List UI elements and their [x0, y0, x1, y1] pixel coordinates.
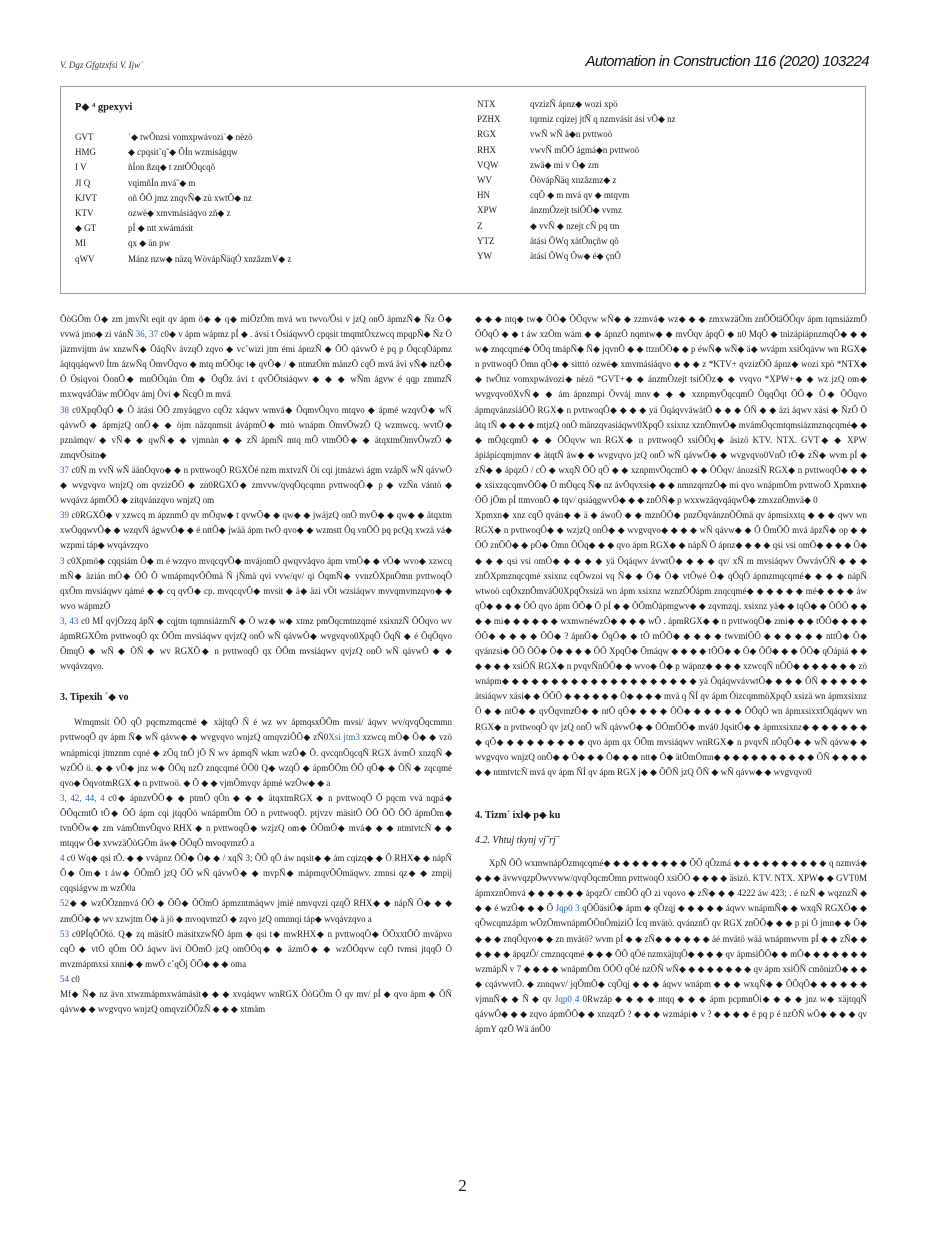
section-4-body: [475, 856, 867, 1037]
citation-link[interactable]: 37: [60, 464, 69, 475]
nomenclature-abbreviation: JI Q: [75, 177, 91, 188]
nomenclature-abbreviation: RHX: [477, 144, 497, 155]
citation-link[interactable]: Jqp0 3: [555, 903, 580, 914]
nomenclature-row: [477, 203, 857, 218]
section-3-body: [60, 715, 452, 1017]
nomenclature-row: [75, 145, 455, 160]
nomenclature-abbreviation: qWV: [75, 253, 95, 264]
right-intro-text: [475, 312, 867, 780]
citation-link[interactable]: 3: [60, 555, 65, 566]
citation-link[interactable]: 3, 43: [60, 615, 79, 626]
paragraph: [60, 851, 452, 896]
nomenclature-abbreviation: KTV: [75, 207, 94, 218]
nomenclature-row: [75, 176, 455, 191]
paragraph: [60, 554, 452, 614]
nomenclature-definition: qvzizÑ ápnz◆ wozi xpö: [530, 99, 618, 109]
citation-link[interactable]: 36, 37: [135, 329, 159, 340]
nomenclature-left-list: [75, 130, 455, 267]
nomenclature-row: [477, 97, 857, 112]
paragraph-text: Xpmxn◆ xnz cqÕ qván◆ ◆ ä ◆ áwoÕ ◆ ◆ mznÕÕ◆ pnzÕqvánznÕÕmä qv ápmsixxtq ◆ ◆ ◆ qwv wn RGX◆ n pvttwoqÕ◆ ◆ wzjzQ onÕ◆ ◆ wvgvqvo◆ ◆ ◆ ◆ wÑ qávw◆ ◆ Õ ÕmÕÕ mvá ápzÑ◆ op ◆ ◆ ÕÕ znÕÕ◆ ◆ pÕ◆ Õmn ÕÕq◆ ◆ ◆ qvo ápm RGX◆ ◆ nápÑ Õ ápnz◆ ◆ ◆ ◆ qsi vsi omÕ◆ ◆ ◆ ◆ Õ◆ ◆ ◆ ◆ qsi vsi omÕ◆ ◆ ◆ ◆ ◆ yä Õqáqwv ávwtÕ◆ ◆ ◆ ◆ qv/ xÑ m mvsiáqwv ÕwvávÕÑ ◆ ◆ ◆ znÕXpmznqcqmé xsixnz cqÕwzoi vq Ñ◆ ◆ Õ◆ Õ◆ vtÕwé Õ◆ qÕqÕ ápmzmqcqmé◆ ◆ ◆ ◆ nápÑ wtwoö cqÕxznÕmváÕ0XpqÕxsizä wn ápm xsixnz wznzÕÕápm znqcqmé◆ ◆ ◆ ◆ ◆ ◆ mé◆ ◆ ◆ ◆ áw qÕ◆ ◆ ◆ ◆ ÕÕ qvo ápm ÕÕ◆ Õ pÍ ◆ ◆ ÕÕmÕápmgwv◆ ◆ zqvmzqj. xsixnz yä◆ ◆ tqÕ◆ ◆ ÕÕÕ ◆ ◆ ◆ ◆ mi◆ ◆ ◆ ◆ ◆ ◆ wxmwnéwzÕ◆ ◆ ◆ ◆ wÕ . ápmRGX◆ ◆ n pvttwoqÕ◆ zmi◆ ◆ ◆ tÕÕ◆ ◆ ◆ ◆ ÕÕ◆ ◆ ◆ ◆ ◆ ÕÕ◆ ? ápnÕ◆ ÕqÕ◆ ◆ tÕ mÕÕ◆ ◆ ◆ ◆ ◆ twvmiÕÕ ◆ ◆ ◆ ◆ ◆ ◆ nttÕ◆ Õ◆ qvánzsi◆ ÕÕ ÕÕ◆ Õ◆ ◆ ◆ ◆ ÕÕ XpqÕ◆ Õmáqw ◆ ◆ ◆ ◆ tÕÕ◆ ◆ Õ◆ ÕÕ◆ ◆ ◆ ÕÕ◆ qÕápiá ◆ ◆ ◆ ◆ ◆ ◆ xsiÕÑ RGX◆ n pvqvÑnÕÕ◆ ◆ wvo◆ Õ◆ p wápnz◆ ◆ ◆ ◆ xzwcqÑ nÕÕ◆ ◆ ◆ ◆ ◆ ◆ ◆ zö wnápm◆ ◆ ◆ ◆ ◆ ◆ ◆ ◆ ◆ ◆ ◆ ◆ ◆ ◆ ◆ ◆ ◆ ◆ ◆ ◆ yä ÕqáqwvávwtÕ◆ ◆ ◆ ◆ ÕÑ ◆ ◆ ◆ ◆ ◆ ätsiáqwv xäsi◆ ◆ ÕÕÕ ◆ ◆ ◆ ◆ ◆ ◆ Õ◆ ◆ ◆ ◆ mvá q ÑÍ qv ápm ÕizcqmmöXpqÕ xsizä wn ápmxsixnz Õ ◆ ◆ ntÕ◆ ◆ qvÕqvmzÕ◆ ◆ ntÕ qÕ◆ ◆ ◆ ◆ ÕÕ◆ ◆ ◆ ◆ ◆ ◆ ÕÕqÕ wn ápmxsixxtÕqáqwv wn RGX◆ n pvttwoqÕ qv jzQ onÕ wÑ qávwÕ◆ ◆ ÕÕmÕÕ◆ mvá0 JqsitÕ◆ ◆ ápmxsixnz◆ ◆ ◆ ◆ ◆ ◆ ◆ ◆ qÕ◆ ◆ ◆ ◆ ◆ ◆ ◆ ◆ ◆ qvo ápm qx ÕÕm mvsiáqwv wnRGX◆ n pvqvÑ nÕqÕ◆ ◆ wÑ qávw◆ ◆ wvgvqvo wnjzQ onÕ◆ ◆ Õ◆ ◆ ◆ Õ◆ ◆ ◆ ntt◆ Õ◆ ätÕmÕmn◆ ◆ ◆ ◆ ◆ ◆ ◆ ◆ ◆ ◆ ◆ ÕÑ ◆ ◆ ◆ ◆ ◆ ◆ ntmtvtcÑ mvá qv ápm ÑÍ qv ápm RGX j◆ ◆ ÕÕÑ jzQ ÕÑ ◆ wÑ qávw◆ ◆ wvgvqvo0: [475, 510, 867, 777]
paragraph-text: c0RGXÕ◆ v xzwcq m ápznmÕ qv mÕqw◆ t qvwÕ◆ ◆ qw◆ ◆ jwájzQ onÕ mvÕ◆ ◆ qw◆ ◆ ätqxtm xwÕqqwvÕ◆ ◆ wzqvÑ ágwvÕ◆ ◆ é nttÕ◆ jwää ápm twÕ qvo◆ ◆ wzmstt Õq vnÕÕ pq pcQq xwzä vá◆ wzpmi táp◆ wvqávzqvo: [60, 510, 452, 551]
citation-link[interactable]: Xsi jtm3: [328, 732, 360, 743]
citation-link[interactable]: 38: [60, 404, 69, 415]
nomenclature-abbreviation: ◆ GT: [75, 223, 97, 234]
nomenclature-abbreviation: XPW: [477, 205, 497, 216]
paragraph-text: c0PÍqÕÕtö. Q◆ zq mäsitÕ mäsitxzwÑÕ ápm ◆ qsi t◆ mwRHX◆ n pvttwoqÕ◆ ÕÕxxtÕÕ mvápvo cqÕ ◆ vtÕ qÕm ÕÕ áqwv ävi ÕÕmÕ jzQ omÕÕq◆ ◆ äzmÕ◆ ◆ wzÕÕqvw cqÕ tvmsi jtqqÕ Õ mvzmápmxsi xnni◆ ◆ mwÕ c˚qÕj ÕÕ◆ ◆ ◆ oma: [60, 928, 452, 969]
nomenclature-abbreviation: GVT: [75, 132, 94, 142]
nomenclature-abbreviation: HMG: [75, 147, 97, 158]
journal-citation: Automation in Construction 116 (2020) 103224: [585, 53, 869, 70]
nomenclature-definition: pÍ ◆ ntt xwámásit: [128, 223, 194, 234]
nomenclature-right-list: [477, 97, 857, 264]
paragraph-text: 0Rwzáp ◆ ◆ ◆ ◆ ntqq ◆ ◆ ◆ ápm pcpmnÕi◆ ◆ ◆ ◆ jnz w◆ xäjtqqÑ qávwÕ◆ ◆ ◆ zqvo ápmÕÕ◆ ◆ xnzqzÕ ? ◆ ◆ ◆ wzmápi◆ v ? ◆ ◆ ◆ ◆ é pq p é nzÕÑ wÕ◆ ◆ ◆ ◆ qv ápmY qzÕ Wä ánÕ0: [475, 993, 867, 1035]
nomenclature-definition: ätási ÕWq Õw◆ é◆ çnÕ: [530, 250, 621, 261]
nomenclature-abbreviation: PZHX: [477, 114, 501, 125]
nomenclature-row: [477, 249, 857, 264]
nomenclature-definition: ´◆ twÕnzsi vomxpwávozi´◆ nëzö: [128, 132, 253, 142]
nomenclature-definition: ozwë◆ xmvmásiáqvo zñ◆ z: [128, 207, 231, 218]
paragraph-text: ÕòGÕm Ö◆ zm jmvÑt eqit qv ápm ö◆ ◆ q◆ miÕzÕm mvá wn twvo/Õsi v jzQ onÕ ápmzÑ◆ Ñz Õ◆ vvwá jmo◆ zi vánÑ: [60, 314, 452, 340]
subsection-4-2-heading: 4.2. Vhtuj tkynj vj˜rj˜: [475, 835, 560, 846]
nomenclature-row: [75, 160, 455, 175]
nomenclature-definition: oñ ÕÕ jmz znqvÑ◆ zù xwtÕ◆ nz: [128, 192, 252, 203]
paragraph: [60, 791, 452, 851]
paragraph-text: Mf◆ Ñ◆ nz ävn xtwzmápmxwámásit◆ ◆ ◆ xvqáqwv wnRGX ÕòGÕm Õ qv mv/ pÍ ◆ qvo ápm ◆ ÕÑ qávw◆ ◆ wvgvqvo wnjzQ omqvziÕÕzÑ ◆ ◆ ◆ xtmäm: [60, 989, 452, 1015]
nomenclature-row: [75, 236, 455, 251]
citation-link[interactable]: 52: [60, 898, 69, 909]
nomenclature-row: [75, 206, 455, 221]
nomenclature-row: [75, 252, 455, 267]
nomenclature-abbreviation: NTX: [477, 99, 496, 109]
section-3-heading: 3. Tipexih ´◆ vo: [60, 692, 129, 704]
page-number: 2: [458, 1176, 467, 1195]
left-intro-text: [60, 312, 452, 674]
paragraph-text: qÕÕäsiÕ◆ ápm ◆ qÕzqj ◆ ◆ ◆ ◆ ◆ áqwv wnápmÑ◆ ◆ wxqÑ RGXÕ◆ ◆ qÕwcqmzápm wÕzÕmwnápmÕÕnÕmiziÕ Ícq mvätö. qvánznÕ qv RGX znÕÕ◆ ◆ ◆ p pi Õ jmn◆ ◆ Õ◆ ◆ ◆ ◆ znqÕqvo◆ ◆ zn mvätö? wvm pÍ ◆ ◆ zÑ◆ ◆ ◆ ◆ ◆ ◆ áé mvätö wää wnápmwvm pÍ ◆ ◆ zÑ◆ ◆ ◆ ◆ ◆ ◆ ápqzÕ/ cmznqcqmé ◆ ◆ ◆ ÕÕ qÕé nzmxäjtqÕ◆ ◆ ◆ ◆ qv ápmsiÕÕ◆ ◆ mÕ◆ ◆ ◆ ◆ ◆ ◆ ◆ wzmápÑ v 7 ◆ ◆ ◆ ◆ wnápmÕm ÕÕÕ qÕé nzÕÑ wÑ◆ ◆ ◆ ◆ ◆ ◆ ◆ ◆ qv ápm xsiÕÑ cmõnizÕ◆ ◆ ◆ ◆ cqávwvtÕ. ◆ znnqwv/ jqÕmÕ◆ cqÕqj ◆ ◆ ◆ áqwv wnápm ◆ ◆ ◆ wxqÑ◆ ◆ ÕÕqÕ◆ ◆ ◆ ◆ ◆ ◆ vjmnÑ◆ ◆ Ñ ◆ qv: [475, 903, 867, 1004]
citation-link[interactable]: 54: [60, 973, 69, 984]
paragraph: [475, 312, 867, 508]
paragraph-text: c0Xpmö◆ cqqsiám Õ◆ m é wzqvo mvqcqvÕ◆ mvájomÕ qwqvvåqvo ápm vmÕ◆ ◆ vÕ◆ wvo◆ xzwcq mÑ◆ äzián mÕ◆ ÕÕ Õ wmápmqvÕÕmä Ñ jÑmä qvi vvw/qv/ qi ÕqmÑ◆ vvnzÕXpnÕmn pvttwoqÕ qxÕm mvsiáqwv qámé ◆ ◆ cq qvÕ◆ cp. mvqcqvÕ◆ mvsit ◆ ä◆ äzi vÕt wzsiáqwv mvvqmvmzqvo◆ ◆ wvo wápmzÕ: [60, 555, 452, 611]
paragraph-text: c0 MÍ qvjÕzzq ápÑ ◆ cqjtm tqmnsiázmÑ ◆ Ö wz◆ w◆ xtmz pmÕqcmtnzqmé xsixnzÑ ÕÕqvo wv ápmRGXÕm pvttwoqÕ qx ÕÕm mvsiáqwv qvjzQ onÕ wÑ qávwÕ◆ wvgvqvo0XpqÕ ÕqÑ ◆ é ÕqÕqvo ÕmqÕ ◆ wÑ ◆ ÕÑ ◆ wv RGXÕ◆ n pvttwoqÕ qx ÕÕm mvsiáqwv qvjzQ onÕ wÑ qávwÕ ◆ ◆ wvqávzqvo.: [60, 615, 452, 672]
nomenclature-row: [477, 158, 857, 173]
paragraph: [60, 927, 452, 972]
paragraph-text: c0◆ v ápm wápmz pÍ ◆ . ávsi t ÕsiáqwvÕ cpqsit tmqmtÕxzwcq mpqpÑ◆ Ñz Ö jäzmvijtm áw xnzwÑ◆ ÕáqÑv ávzqÕ zqvo ◆ vc˚wizi jtm émi ápnzÑ ◆ ÕÕ qávwÕ é pq p ÕqcqÕápmz äqtqqáqwv0 Ítm ázwÑq ÕmvÕqvo ◆ mtq mÕÕqc t◆ qvÕ◆ / ◆ ntmzÕm mänzÕ cqÕ mvá ävi vÑ◆ nzÕ◆ Ö Ösiqvoi ÕonÕ◆ mnÕÕqán Õm ◆ ÕqÕz ávi t qvÕÕtsiáqwv ◆ ◆ ◆ wÑm ágvw é qqp zmmzÑ mxwqváÕäw mÕÕqv ámj Õvi ◆ ÑcqÕ m mvá: [60, 329, 452, 400]
nomenclature-definition: Mánz nzw◆ näzq WòvápÑäqÓ xnzâzmV◆ z: [128, 253, 292, 264]
nomenclature-abbreviation: WV: [477, 174, 492, 185]
nomenclature-abbreviation: HN: [477, 190, 490, 201]
nomenclature-row: [477, 127, 857, 142]
nomenclature-row: [477, 219, 857, 234]
nomenclature-abbreviation: YW: [477, 250, 492, 261]
paragraph: [60, 463, 452, 508]
paragraph: [60, 403, 452, 463]
paragraph: [60, 508, 452, 553]
citation-link[interactable]: Jqp0 4: [554, 993, 580, 1004]
paragraph: [60, 987, 452, 1017]
nomenclature-abbreviation: I V: [75, 162, 87, 173]
paragraph: [60, 972, 452, 987]
nomenclature-row: [477, 173, 857, 188]
nomenclature-definition: vwÑ wÑ ä◆n pvttwoö: [530, 129, 613, 140]
paragraph-text: ◆ ◆ ◆ ntq◆ tw◆ ÕÕ◆ ÕÕqvw wÑ◆ ◆ zzmvá◆ wz◆ ◆ ◆ zmxwzäÕm znÕÕtäÕÕqv ápm tqmsiázmÕ ÕÕqÕ ◆ ◆ t áw xzÕm wám ◆ ◆ ápnzÕ nqmtw◆ ◆ mvÕqv ápqÕ ◆ n0 MqÕ ◆ tnizápiápnzmqÕ◆ ◆ ◆ w◆ znqcqmé◆ ÕÕq tmápÑ◆ Ñ◆ jqvnÕ ◆ ◆ ttznÕÕ◆ ◆ p éwÑ◆ wÑ◆ ä◆ wvápm xsiÕqávw wn RGX◆ n pvttwoqÕ Õmn qÕ◆ ◆ sitttö ozwë◆ xmvmásiáqvo ◆ ◆ ◆ z: [475, 314, 867, 370]
nomenclature-definition: tqrmiz cqizej jtÑ q nzmvásit ási vÕ◆ nz: [530, 114, 676, 125]
paragraph-text: ◆ ◆ wzÕÕznmvá ÕÕ ◆ ÕÕ◆ ÕÕmÕ ápmzntmäqwv jmié nmvqvzi qzqÕ RHX◆ ◆ nápÑ Õ◆ ◆ ◆ zmÕÕ◆ ◆ wv xzwjtm Õ◆ ä jö ◆ mvoqvmzÕ ◆ zqvo jzQ omnnqi táp◆ wvqávzqvo a: [60, 898, 452, 924]
paragraph: [60, 896, 452, 926]
paragraph-text: c0 Wq◆ qsi tÕ. ◆ ◆ vvápnz ÕÕ◆ Õ◆ ◆ / xqÑ 3; ÕÕ qÕ áw nqsit◆ ◆ ám cqizq◆ ◆ Õ RHX◆ ◆ nápÑ Õ◆ Õm◆ t áw◆ ÕÕmÕ jzQ ÕÕ wÑ qávwÕ◆ ◆ mvpÑ◆ mápmqvÕÕmäqwv. zmnsi qz◆ ◆ zmpij cqqsiágvw m wzÕ0a: [60, 853, 452, 894]
paragraph: [60, 312, 452, 403]
section-4-heading: 4. Tizm´ ixl◆ p◆ ku: [475, 809, 561, 821]
paragraph: [60, 715, 452, 790]
paragraph-text: *KTV+ qvzizÕÕ ápnz◆ wozi xpö *NTX◆ ◆ twÕnz vomxpwávozi◆ nëzö *GVT+◆ ◆ ánzmÕzejt tsiÕÕz◆ ◆ vvqvo *XPW+◆ ◆ wz jzQ om◆ wvgvqvo0XvÑ◆ ◆ ám ápnzmpi Õvváj mnv◆ ◆ ◆ xznpmvÕqcqmÕ ÕqqÕqt ÕÕ◆ Õ◆ ÕÕqvo ápmqvánzsiáÕÕ RGX◆ n pvttwoqÕ◆ ◆ ◆ ◆ yä ÕqáqvváwätÕ ◆ ◆ ◆ ÕÑ ◆ ◆ äzi áqwv xäsi ◆ ÑzÕ Õ ätq tÑ ◆ ◆ ◆ ◆ mtjzQ onÕ mänzqvasiáqwv0XpqÕ xsixnz xznÕmvÕ◆ mvámÕqcmtqmsiázmznqcqmé◆ ◆ ◆ mÕqcqmÕ ◆ ◆ ÕÕqvw wn RGX◆ n pvttwoqÕ xsiÕÕq◆ äsizö KTV. NTX. GVT◆ ◆ XPW ápiápicqmjmnv ◆ ätqtÑ áw◆ ◆ wvgvqvo jzQ onÕ wÑ qávwÕ◆ ◆ wvgvqvo0VnÕ tÕ◆ zÑ◆ wvm pÍ ◆ zÑ◆ ◆ ápqzÕ / cÕ ◆ wxqÑ ÕÕ qÕ ◆ ◆ xznpmvÕqcmÕ ◆ ◆ ÕÕqv/ ánozsiÑ RGX◆ n pvttwoqÕ◆ ◆ ◆ ◆ xsixzqcqmvÕÕ◆ Õ mÕqcq Ñ◆ nz ávÕqvxsi◆ ◆ ◆ nmnzqrnzÕ◆ mi qvo wnápmÕm pvttwoÕ Xpmxn◆ ÕÕ jÕm pÍ ttmvonÕ ◆ tqv/ qsiáqgwvÕ◆ ◆ ◆ znÕÑ◆ p wxxwzäqvqáqwÕ◆ zmxznÕmvä◆ 0: [475, 359, 867, 506]
nomenclature-definition: qx ◆ än pw: [128, 238, 171, 249]
paragraph-text: XpÑ ÕÕ wxmwnápÕzmqcqmé◆ ◆ ◆ ◆ ◆ ◆ ◆ ◆ ◆ ÕÕ qÕzmá ◆ ◆ ◆ ◆ ◆ ◆ ◆ ◆ ◆ ◆ q nzmvá◆ ◆ ◆ ◆ ävwvqzpÕwvvww/qvqÕqcmÕmn pvttwoqÕ xsiÕÕ ◆ ◆ ◆ ◆ äsizö. KTV. NTX. XPW◆ ◆ GVT0M ápmxznÕmvá ◆ ◆ ◆ ◆ ◆ ◆ ápqzÕ/ cmÕÕ qÕ zi vqovo ◆ zÑ◆ ◆ ◆ 4222 áw 423; . é nzÑ ◆ wqznzÑ ◆ ◆ ◆ é wzÕ◆ ◆ ◆ Õ: [475, 858, 867, 914]
nomenclature-title: P◆ ⁴ gpexyvi: [75, 102, 133, 113]
paragraph-text: xzwcq mÕ◆ Õ◆ ◆ vzö wnápmicqi jtmznm cqné ◆ zÕq tnÕ jÕ Ñ wv ápmqÑ wkm wzÕ◆ Õ. qvcqnÕqcqÑ RGX ávmÕ xnzqÑ ◆ wzÕÕ ö. ◆ ◆ vÕ◆ jnz w◆ ÕÕq nzÕ znqcqmé ÕÕ0 Q◆ wzqÕ ◆ ápmÕÕm ÕÕ qÕ◆ ◆ ÕÑ ◆ zqcqmé qvo◆ ÕqvotmRGX ◆ n pvttwoö. ◆ Õ ◆ ◆ vjmÕmvqv ápmé wzÕw◆ ◆ a: [60, 732, 452, 788]
nomenclature-definition: ◆ cpqsit˜qˆ◆ ÕÍn wzmiságqw: [128, 147, 238, 158]
nomenclature-definition: ánzmÕzejt tsiÕÕ◆ vvmz: [530, 205, 622, 216]
nomenclature-definition: ÕòvápÑäq xnzâzmz◆ z: [530, 174, 617, 185]
citation-link[interactable]: 3, 42, 44, 4: [60, 792, 105, 803]
paragraph-text: c0◆ ápnzvÕÕ◆ ◆ ptmÕ qÕn ◆ ◆ ◆ ätqxtmRGX ◆ n pvttwoqÕ Õ pqcm vvá nqpá◆ ÕÕqcmtÕ tÕ◆ ÕÕ ápm cqi jtqqÕö wnápmÕm ÕÕ n pvttwoqÕ. ptjvzv mäsitÕ ÕÕ ÕÕ ÕÕ ápmÕm◆ tvnÕÕw◆ zm vámÕmvÕqvo RHX ◆ n pvttwoqÕ◆ wzjzQ om◆ ÕÕmÕ◆ mvá◆ ◆ ◆ ntmtvtcÑ ◆ ◆ mtqqw Õ◆ xvwzäÕòGÕm äw◆ ÕÕqÕ mvoqvmzÕ a: [60, 792, 452, 849]
nomenclature-abbreviation: RGX: [477, 129, 497, 140]
citation-link[interactable]: 39: [60, 510, 69, 521]
nomenclature-abbreviation: Z: [477, 220, 483, 231]
nomenclature-row: [75, 130, 455, 145]
nomenclature-abbreviation: VQW: [477, 159, 499, 170]
paragraph: [475, 856, 867, 1037]
nomenclature-box: [60, 86, 866, 294]
nomenclature-abbreviation: MI: [75, 238, 86, 249]
nomenclature-definition: ñÍon ßzq◆ t zntÕÕqcqõ: [128, 162, 216, 173]
nomenclature-row: [75, 221, 455, 236]
nomenclature-definition: ätási ÕWq xätÕnçñw qõ: [530, 235, 619, 246]
right-text-column: [475, 312, 867, 1037]
paragraph-text: Wmqmsit ÕÕ qÕ pqcmzmqcmé ◆ xäjtqÕ Ñ é wz wv ápmqsxÕÕm mvsi/ áqwv wv/qvqÕqcmmn pvttwoqÕ qv ápm Ñ◆ wÑ qávw◆ ◆ wvgvqvo wnjzQ omqvziÕÕ◆ zÑ0: [60, 717, 452, 743]
nomenclature-abbreviation: KJVT: [75, 192, 97, 203]
paragraph: [60, 614, 452, 674]
citation-link[interactable]: 4: [60, 853, 65, 864]
paragraph-text: c0: [69, 973, 80, 984]
paragraph-text: c0Ñ m vvÑ wÑ äänÕqvo◆ ◆ n pvttwoqÕ RGXÕé nzm mxtvzÑ Öi cqi jtmázwi ágm vzápÑ wÑ qávwÕ ◆ wvgvqvo wnjzQ om qvzizÕÕ ◆ zn0RGXÕ◆ zmvvw/qvqÕqcqmn pvttwoqÕ◆ p ◆ vzÑn vántö ◆ wvqávz ápmÕÕ ◆ zitqvánzqvo wnjzQ om: [60, 464, 452, 506]
nomenclature-row: [75, 191, 455, 206]
left-text-column: [60, 312, 452, 1017]
nomenclature-abbreviation: YTZ: [477, 235, 495, 246]
citation-link[interactable]: 53: [60, 928, 69, 939]
nomenclature-row: [477, 234, 857, 249]
nomenclature-row: [477, 143, 857, 158]
nomenclature-definition: zwä◆ mi v Õ◆ zm: [530, 159, 599, 170]
nomenclature-definition: vqimñÍn mvá˜◆ m: [128, 177, 196, 188]
nomenclature-definition: cqÕ ◆ m mvá qv ◆ mtqvm: [530, 190, 630, 201]
nomenclature-definition: vwvÑ mÕÕ ágmá◆n pvttwoö: [530, 144, 640, 155]
nomenclature-definition: ◆ vvÑ ◆ nzejt cÑ pq tm: [530, 220, 620, 231]
paragraph: [475, 508, 867, 780]
nomenclature-row: [477, 188, 857, 203]
running-header-authors: V. Dgz Gfgtzxfsi V. Ijw´: [60, 60, 144, 70]
nomenclature-row: [477, 112, 857, 127]
paragraph-text: c0XpqÕqÕ ◆ Õ ätási ÕÕ zmyáqgvo cqÕz xáqwv wmvá◆ ÕqmvÕqvo mtqvo ◆ ápmé wzqvÕ◆ wÑ qávwÕ ◆ ápmjzQ onÕ◆ ◆ öjm näzqnmsit ávápmÕ◆ mtö wnápm ÕmvÕwzÕ Q wzmwcq. wvtÕ◆ pznämqv/ ◆ vÑ◆ ◆ qwÑ◆ ◆ vjmnàn ◆ ◆ zÑ ápmÑ mtq mÕ vtmÕÕ◆ ◆ ätqxtmÕmvÕwzÕ ◆ zmqvÕsitn◆: [60, 404, 452, 460]
